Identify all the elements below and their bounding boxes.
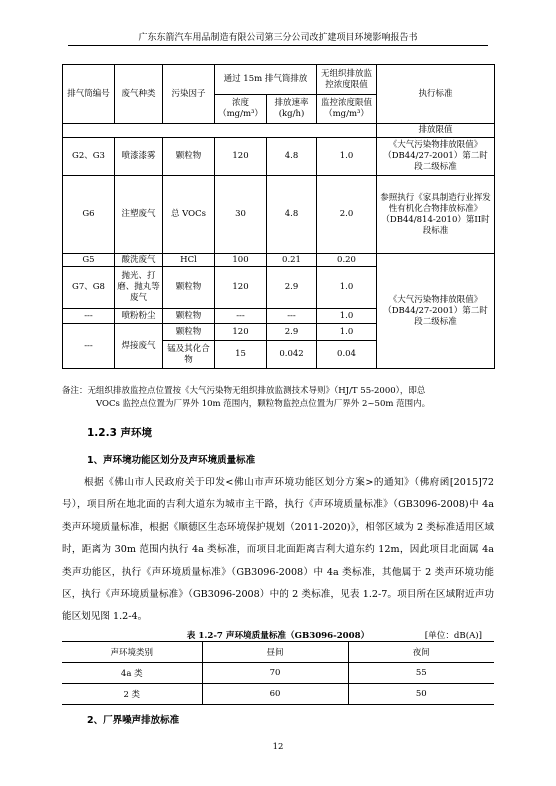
table-row: 2 类 60 50 xyxy=(62,684,494,705)
table-row: --- 焊接废气 颗粒物 120 2.9 1.0 xyxy=(63,324,495,341)
emission-standard-table xyxy=(62,64,495,369)
col-header-conc: 浓度（mg/m³） xyxy=(215,95,267,124)
table-row: --- 喷粉粉尘 颗粒物 --- --- 1.0 xyxy=(63,309,495,324)
note-line-1: 备注：无组织排放监控点位置按《大气污染物无组织排放监测技术导则》（HJ/T 55-2000），即总 xyxy=(62,386,426,396)
col-header-stack-group: 通过 15m 排气筒排放 xyxy=(215,65,317,95)
table-unit: [单位：dB(A)] xyxy=(424,631,482,641)
table-caption-title: 表 1.2-7 声环境质量标准（GB3096-2008） xyxy=(186,631,370,641)
col-header-night: 夜间 xyxy=(348,642,494,663)
table-row: G6 注塑废气 总 VOCs 30 4.8 2.0 参照执行《家具制造行业挥发性有机化合物排放标准》（DB44/814-2010）第II时段标准 xyxy=(63,176,495,254)
table-row: 锰及其化合物 15 0.042 0.04 xyxy=(63,341,495,369)
subsection-title-1: 1、声环境功能区划分及声环境质量标准 xyxy=(87,455,256,466)
col-header-pollutant: 污染因子 xyxy=(163,65,215,124)
header-rule xyxy=(68,45,488,46)
table-row: 4a 类 70 55 xyxy=(62,663,494,684)
col-header-monitor: 监控浓度限值（mg/m³） xyxy=(317,95,377,124)
col-header-standard: 执行标准 xyxy=(377,65,495,124)
noise-standard-table xyxy=(62,641,494,705)
col-header-category: 声环境类别 xyxy=(62,642,202,663)
col-header-limit: 排放限值 xyxy=(377,124,495,138)
col-header-unorganized-group: 无组织排放监控浓度限值 xyxy=(317,65,377,95)
col-header-gas-type: 废气种类 xyxy=(115,65,163,124)
col-header-outlet: 排气筒编号 xyxy=(63,65,115,124)
col-header-rate: 排放速率(kg/h) xyxy=(267,95,317,124)
table-row: G2、G3 喷漆漆雾 颗粒物 120 4.8 1.0 《大气污染物排放限值》（DB44/27-2001）第二时段二级标准 xyxy=(63,138,495,176)
table-row: G5 酸洗废气 HCl 100 0.21 0.20 《大气污染物排放限值》（DB44/27-2001）第二时段二级标准 xyxy=(63,254,495,267)
table-row: G7、G8 抛光、打磨、抛丸等废气 颗粒物 120 2.9 1.0 xyxy=(63,267,495,309)
note-line-2: VOCs 监控点位置为厂界外 10m 范围内，颗粒物监控点位置为厂界外 2~50m 范围内。 xyxy=(96,399,431,409)
merged-standard-cell: 《大气污染物排放限值》（DB44/27-2001）第二时段二级标准 xyxy=(377,254,495,369)
section-title: 1.2.3 声环境 xyxy=(87,427,153,439)
col-header-day: 昼间 xyxy=(202,642,348,663)
subsection-title-2: 2、厂界噪声排放标准 xyxy=(87,715,180,726)
table-note xyxy=(62,385,494,411)
page-number: 12 xyxy=(272,742,284,752)
body-paragraph: 根据《佛山市人民政府关于印发<佛山市声环境功能区划分方案>的通知》（佛府函[2015]72 号），项目所在地北面的吉利大道东为城市主干路，执行《声环境质量标准》（GB3096-2008)中 4a 类声环境质量标准，根据《顺德区生态环境保护规划（2011-2020)》，相邻区域为 2 类标准适用区域时，距离为 30m 范围内执行 4a 类标准，而项目北面距离吉利大道东约 12m，因此项目北面属 4a 类声功能区，执行《声环境质量标准》（GB3096-2008）中 4a 类标准，其他属于 2 类声环境功能区，执行《声环境质量标准》（GB3096-2008）中的 2 类标准，见表 1.2-7。项目所在区域附近声功能区划见图 1.2-4。 xyxy=(62,477,494,623)
page-header: 广东东箭汽车用品制造有限公司第三分公司改扩建项目环境影响报告书 xyxy=(138,33,418,43)
